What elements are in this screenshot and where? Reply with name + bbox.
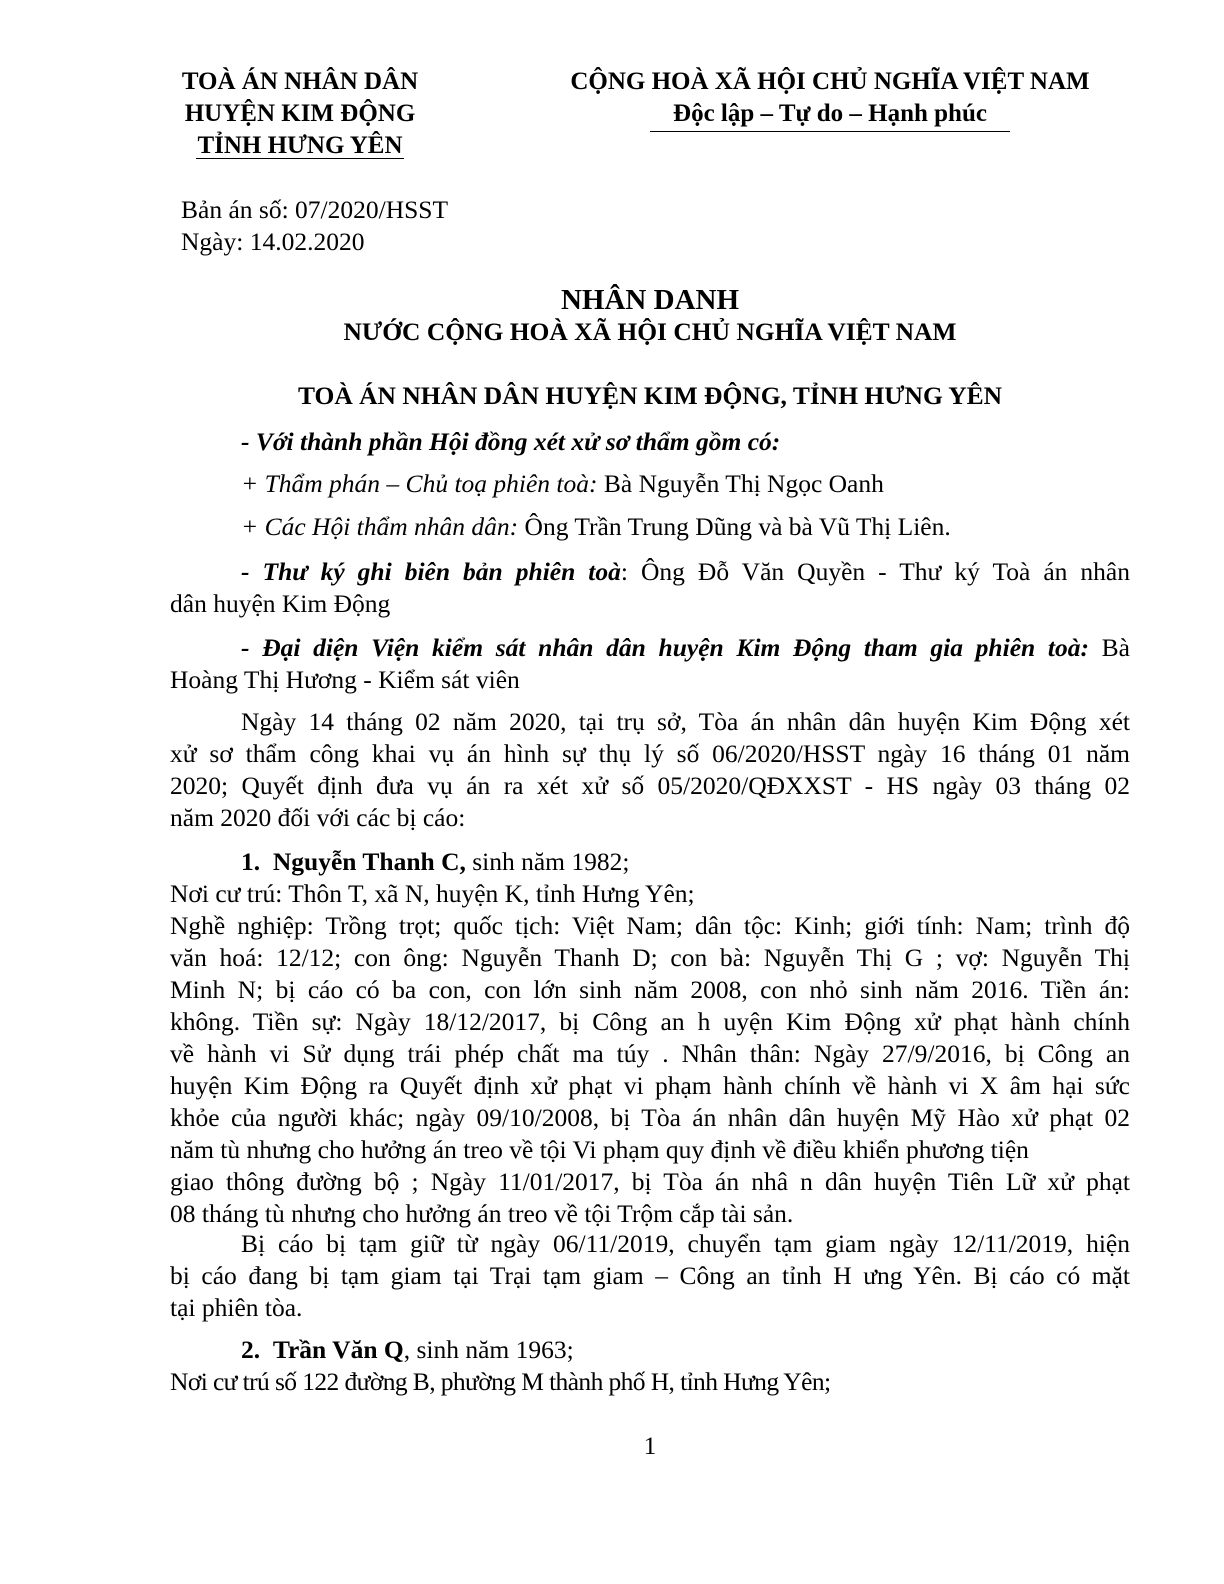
clerk-label: - Thư ký ghi biên bản phiên toà xyxy=(241,557,621,586)
defendant1-heading xyxy=(241,846,629,878)
judge-name: Bà Nguyễn Thị Ngọc Oanh xyxy=(597,469,884,498)
defendant2-name: Trần Văn Q xyxy=(272,1335,404,1364)
bio-line: huyện Kim Động ra Quyết định xử phạt vi phạm hành chính về hành vi X âm hại sức xyxy=(170,1071,1130,1100)
page-number: 1 xyxy=(643,1431,657,1460)
bio-line: khỏe của người khác; ngày 09/10/2008, bị Tòa án nhân dân huyện Mỹ Hào xử phạt 02 xyxy=(170,1103,1130,1132)
procuracy-text-cont: Hoàng Thị Hương - Kiểm sát viên xyxy=(170,665,520,694)
bio-line: Nghề nghiệp: Trồng trọt; quốc tịch: Việt Nam; dân tộc: Kinh; giới tính: Nam; trình độ xyxy=(170,911,1130,940)
court-name-line3: TỈNH HƯNG YÊN xyxy=(197,132,403,159)
procuracy-paragraph xyxy=(170,632,1130,696)
defendant2-birth: , sinh năm 1963; xyxy=(403,1335,574,1364)
clerk-text-cont: dân huyện Kim Động xyxy=(170,589,391,618)
bio-line: năm tù nhưng cho hưởng án treo về tội Vi phạm quy định về điều khiển phương tiện xyxy=(170,1135,1029,1164)
intro-line: năm 2020 đối với các bị cáo: xyxy=(170,803,466,832)
custody-line: bị cáo đang bị tạm giam tại Trại tạm giam – Công an tỉnh H ưng Yên. Bị cáo có mặt xyxy=(170,1261,1130,1290)
defendant1-number: 1. xyxy=(241,847,261,876)
intro-line: xử sơ thẩm công khai vụ án hình sự thụ lý số 06/2020/HSST ngày 16 tháng 01 năm xyxy=(170,739,1130,768)
nation-motto: Độc lập – Tự do – Hạnh phúc xyxy=(673,100,987,127)
title-in-the-name: NHÂN DANH xyxy=(560,284,740,316)
clerk-text: : Ông Đỗ Văn Quyền - Thư ký Toà án nhân xyxy=(620,557,1131,586)
intro-line: 2020; Quyết định đưa vụ án ra xét xử số 05/2020/QĐXXST - HS ngày 03 tháng 02 xyxy=(170,771,1130,800)
title-court: TOÀ ÁN NHÂN DÂN HUYỆN KIM ĐỘNG, TỈNH HƯNG YÊN xyxy=(297,381,1003,410)
nation-name: CỘNG HOÀ XÃ HỘI CHỦ NGHĨA VIỆT NAM xyxy=(570,68,1090,95)
defendant1-bio xyxy=(170,910,1130,1230)
motto-underline xyxy=(650,131,1010,132)
case-number: Bản án số: 07/2020/HSST xyxy=(181,195,449,224)
procuracy-text: Bà xyxy=(1088,633,1130,662)
case-date: Ngày: 14.02.2020 xyxy=(181,227,365,256)
judge-label: + Thẩm phán – Chủ toạ phiên toà: xyxy=(241,469,598,498)
defendant1-birth: sinh năm 1982; xyxy=(465,847,630,876)
custody-line: Bị cáo bị tạm giữ từ ngày 06/11/2019, chuyển tạm giam ngày 12/11/2019, hiện xyxy=(241,1229,1130,1258)
assessors-label: + Các Hội thẩm nhân dân: xyxy=(241,512,519,541)
defendant1-custody xyxy=(170,1228,1130,1324)
judge-line xyxy=(241,468,884,500)
defendant2-residence: Nơi cư trú số 122 đường B, phường M thành phố H, tỉnh Hưng Yên; xyxy=(170,1367,831,1396)
defendant2-number: 2. xyxy=(241,1335,261,1364)
procuracy-label: - Đại diện Viện kiểm sát nhân dân huyện Kim Động tham gia phiên toà: xyxy=(241,633,1089,662)
intro-line: Ngày 14 tháng 02 năm 2020, tại trụ sở, Tòa án nhân dân huyện Kim Động xét xyxy=(241,707,1130,736)
court-name-line2: HUYỆN KIM ĐỘNG xyxy=(184,100,416,127)
intro-paragraph xyxy=(170,706,1130,834)
bio-line: về hành vi Sử dụng trái phép chất ma túy . Nhân thân: Ngày 27/9/2016, bị Công an xyxy=(170,1039,1130,1068)
bio-line: 08 tháng tù nhưng cho hưởng án treo về tội Trộm cắp tài sản. xyxy=(170,1199,794,1228)
clerk-paragraph xyxy=(170,556,1130,620)
title-republic: NƯỚC CỘNG HOÀ XÃ HỘI CHỦ NGHĨA VIỆT NAM xyxy=(343,317,957,346)
assessors-line xyxy=(241,511,951,543)
court-name-line1: TOÀ ÁN NHÂN DÂN xyxy=(181,68,419,95)
defendant1-residence: Nơi cư trú: Thôn T, xã N, huyện K, tỉnh Hưng Yên; xyxy=(170,879,695,908)
panel-heading: - Với thành phần Hội đồng xét xử sơ thẩm gồm có: xyxy=(241,427,781,456)
assessors-names: Ông Trần Trung Dũng và bà Vũ Thị Liên. xyxy=(518,512,951,541)
court-underline xyxy=(196,158,404,159)
defendant1-name: Nguyễn Thanh C, xyxy=(272,847,466,876)
defendant2-heading xyxy=(241,1334,574,1366)
bio-line: văn hoá: 12/12; con ông: Nguyễn Thanh D; con bà: Nguyễn Thị G ; vợ: Nguyễn Thị xyxy=(170,943,1130,972)
custody-line: tại phiên tòa. xyxy=(170,1293,303,1322)
bio-line: giao thông đường bộ ; Ngày 11/01/2017, bị Tòa án nhâ n dân huyện Tiên Lữ xử phạt xyxy=(170,1167,1130,1196)
bio-line: không. Tiền sự: Ngày 18/12/2017, bị Công an h uyện Kim Động xử phạt hành chính xyxy=(170,1007,1130,1036)
bio-line: Minh N; bị cáo có ba con, con lớn sinh năm 2008, con nhỏ sinh năm 2016. Tiền án: xyxy=(170,975,1130,1004)
